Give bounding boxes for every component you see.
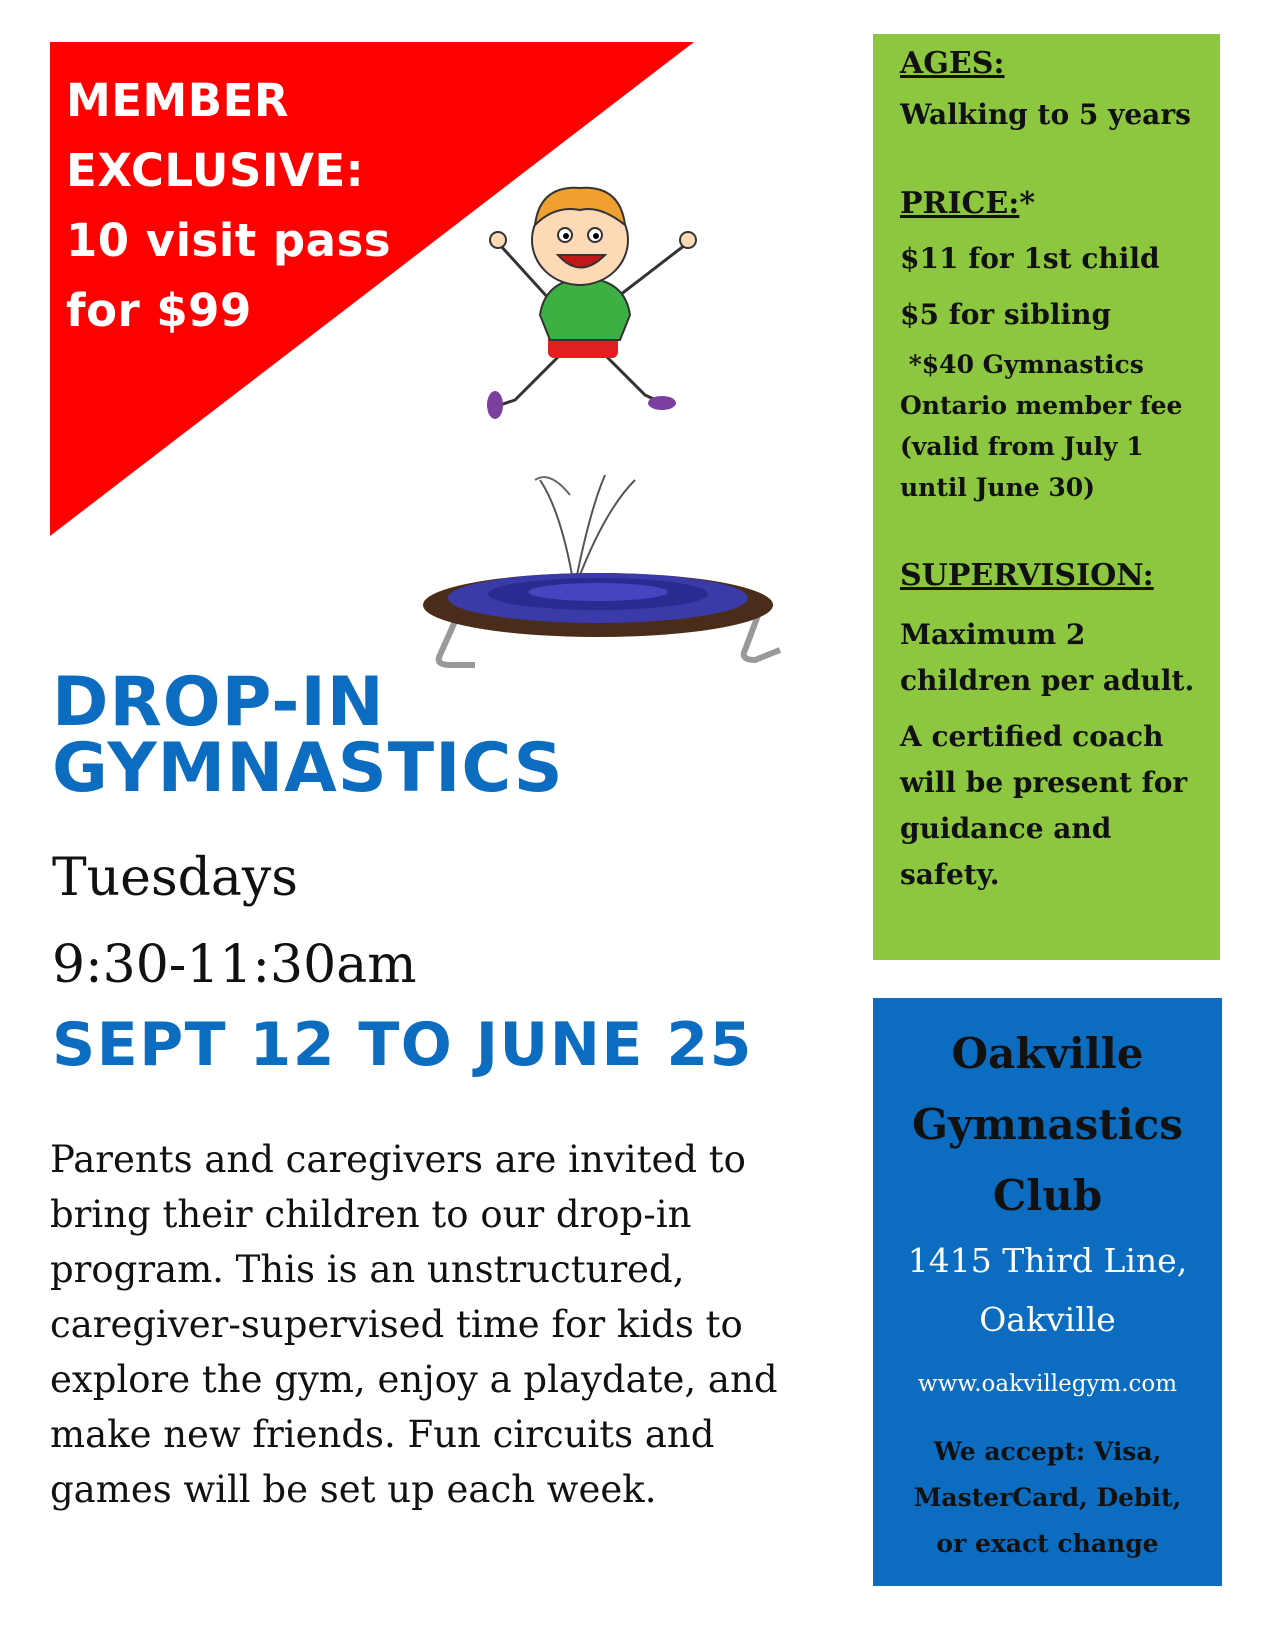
fee-line: until June 30): [900, 473, 1096, 502]
info-panel: [873, 34, 1220, 960]
address-line: Oakville: [979, 1300, 1116, 1339]
promo-line: for $99: [66, 284, 252, 337]
price-heading-row: [900, 186, 1220, 222]
coach-line: guidance and: [900, 812, 1112, 845]
club-name-line: Club: [992, 1171, 1103, 1220]
coach-line: safety.: [900, 858, 1000, 891]
program-description: [50, 1132, 820, 1517]
payment-line: MasterCard, Debit,: [913, 1483, 1182, 1512]
fee-line: Ontario member fee: [900, 391, 1183, 420]
promo-line: MEMBER: [66, 74, 289, 127]
description-line: caregiver-supervised time for kids to: [50, 1303, 743, 1346]
coach-note: [900, 714, 1220, 898]
club-panel: [873, 998, 1222, 1586]
member-fee-note: [900, 344, 1220, 508]
club-website-link[interactable]: www.oakvillegym.com: [917, 1371, 1178, 1397]
club-address: [873, 1231, 1222, 1349]
supervision-heading: SUPERVISION:: [900, 558, 1154, 593]
fee-line: (valid from July 1: [900, 432, 1144, 461]
address-line: 1415 Third Line,: [907, 1241, 1188, 1280]
description-line: program. This is an unstructured,: [50, 1248, 685, 1291]
schedule-time: 9:30-11:30am: [52, 935, 417, 995]
supervision-ratio: [900, 612, 1220, 704]
payment-methods: [873, 1429, 1222, 1567]
description-line: make new friends. Fun circuits and: [50, 1413, 715, 1456]
schedule: [52, 835, 417, 1009]
price-first-child: $11 for 1st child: [900, 242, 1160, 275]
fee-line: *$40 Gymnastics: [900, 350, 1144, 379]
description-line: bring their children to our drop-in: [50, 1193, 692, 1236]
club-name-line: Gymnastics: [912, 1100, 1183, 1149]
title-line: GYMNASTICS: [52, 729, 564, 808]
coach-line: A certified coach: [900, 720, 1164, 753]
payment-line: or exact change: [936, 1529, 1159, 1558]
description-line: Parents and caregivers are invited to: [50, 1138, 746, 1181]
price-sibling: $5 for sibling: [900, 298, 1112, 331]
page-title: [52, 663, 564, 808]
ages-heading: AGES:: [900, 46, 1005, 81]
club-name-line: Oakville: [951, 1029, 1144, 1078]
description-line: explore the gym, enjoy a playdate, and: [50, 1358, 778, 1401]
price-asterisk: *: [1019, 186, 1036, 221]
program-dates: SEPT 12 TO JUNE 25: [52, 1010, 753, 1080]
child-trampoline-illustration: [420, 180, 840, 710]
schedule-day: Tuesdays: [52, 848, 298, 908]
payment-line: We accept: Visa,: [933, 1437, 1162, 1466]
description-line: games will be set up each week.: [50, 1468, 657, 1511]
promo-line: 10 visit pass: [66, 214, 392, 267]
supervision-line: children per adult.: [900, 664, 1195, 697]
title-line: DROP-IN: [52, 663, 385, 742]
promo-line: EXCLUSIVE:: [66, 144, 365, 197]
coach-line: will be present for: [900, 766, 1188, 799]
club-name: [873, 1018, 1222, 1231]
supervision-line: Maximum 2: [900, 618, 1086, 651]
price-heading: PRICE:: [900, 186, 1020, 221]
ages-value: Walking to 5 years: [900, 98, 1191, 131]
